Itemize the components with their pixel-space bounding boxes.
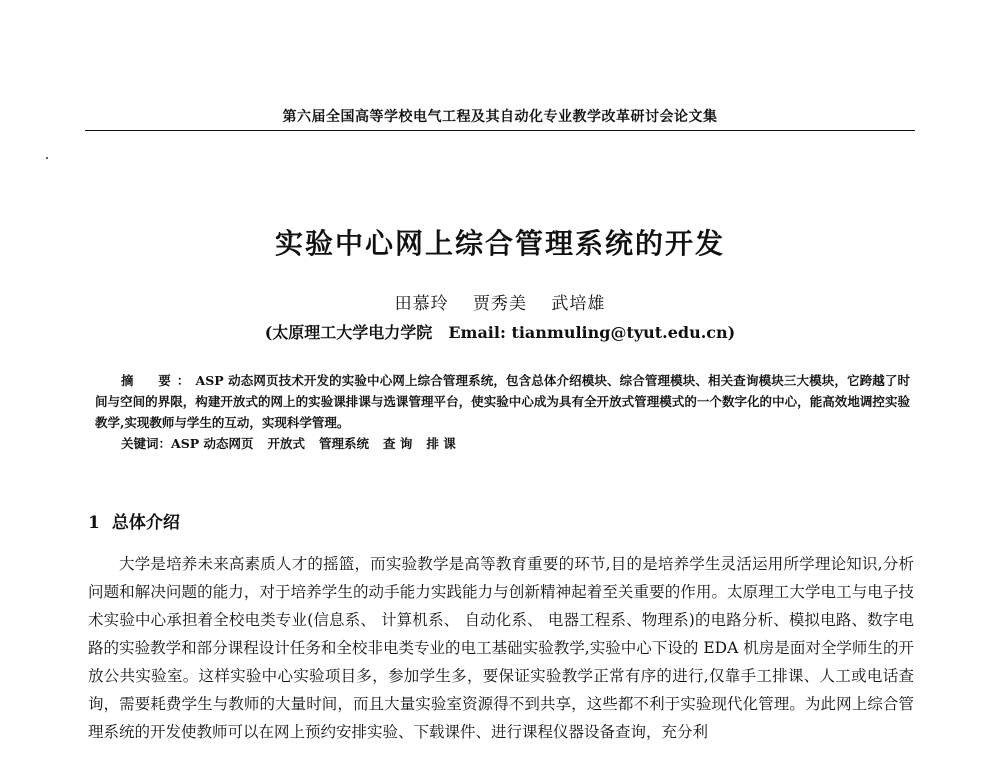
abstract-label: 摘 要： — [121, 373, 196, 388]
abstract — [95, 370, 910, 454]
author-name: 贾秀美 — [473, 294, 527, 314]
author-name: 武培雄 — [551, 294, 606, 314]
keyword: 开放式 — [267, 436, 306, 451]
keywords-label: 关键词： — [121, 436, 172, 451]
running-header: 第六届全国高等学校电气工程及其自动化专业教学改革研讨会论文集 — [282, 109, 718, 125]
keyword: 管理系统 — [319, 436, 370, 451]
paper-title: 实验中心网上综合管理系统的开发 — [274, 227, 725, 260]
keyword: ASP 动态网页 — [171, 436, 254, 451]
keywords — [95, 433, 910, 454]
keyword: 查 询 — [383, 436, 413, 451]
section-number: 1 — [88, 513, 100, 533]
author-name: 田慕玲 — [394, 294, 449, 314]
abstract-text: ASP 动态网页技术开发的实验中心网上综合管理系统，包含总体介绍模块、综合管理模块、相关查询模块三大模块，它跨越了时间与空间的界限，构建开放式的网上的实验课排课与选课管理平台，使实验中心成为具有全开放式管理模式的一个数字化的中心，能高效地调控实验教学,实现教师与学生的互动，实现科学管理。 — [95, 373, 910, 430]
scan-speck — [46, 157, 48, 159]
body-paragraph: 大学是培养未来高素质人才的摇篮，而实验教学是高等教育重要的环节,目的是培养学生灵活运用所学理论知识,分析问题和解决问题的能力，对于培养学生的动手能力实践能力与创新精神起着至关重要的作用。太原理工大学电工与电子技术实验中心承担着全校电类专业(信息系、 计算机系、 自动化系、 电器工程系、物理系)的电路分析、模拟电路、数字电路的实验教学和部分课程设计任务和全校非电类专业的电工基础实验教学,实验中心下设的 EDA 机房是面对全学师生的开放公共实验室。这样实验中心实验项目多，参加学生多，要保证实验教学正常有序的进行,仅靠手工排课、人工或电话查询，需要耗费学生与教师的大量时间，而且大量实验室资源得不到共享，这些都不利于实验现代化管理。为此网上综合管理系统的开发使教师可以在网上预约安排实验、下载课件、进行课程仪器设备查询，充分利 — [88, 555, 914, 741]
section-title: 总体介绍 — [111, 513, 180, 533]
affiliation-institution: (太原理工大学电力学院 — [264, 323, 433, 342]
affiliation — [0, 320, 1000, 343]
keyword: 排 课 — [426, 436, 456, 451]
abstract-paragraph — [95, 370, 910, 433]
header-rule — [85, 130, 915, 131]
body-text — [88, 550, 914, 746]
affiliation-email: Email: tianmuling@tyut.edu.cn) — [448, 323, 736, 342]
section-heading — [88, 508, 180, 533]
author-list — [0, 289, 1000, 314]
